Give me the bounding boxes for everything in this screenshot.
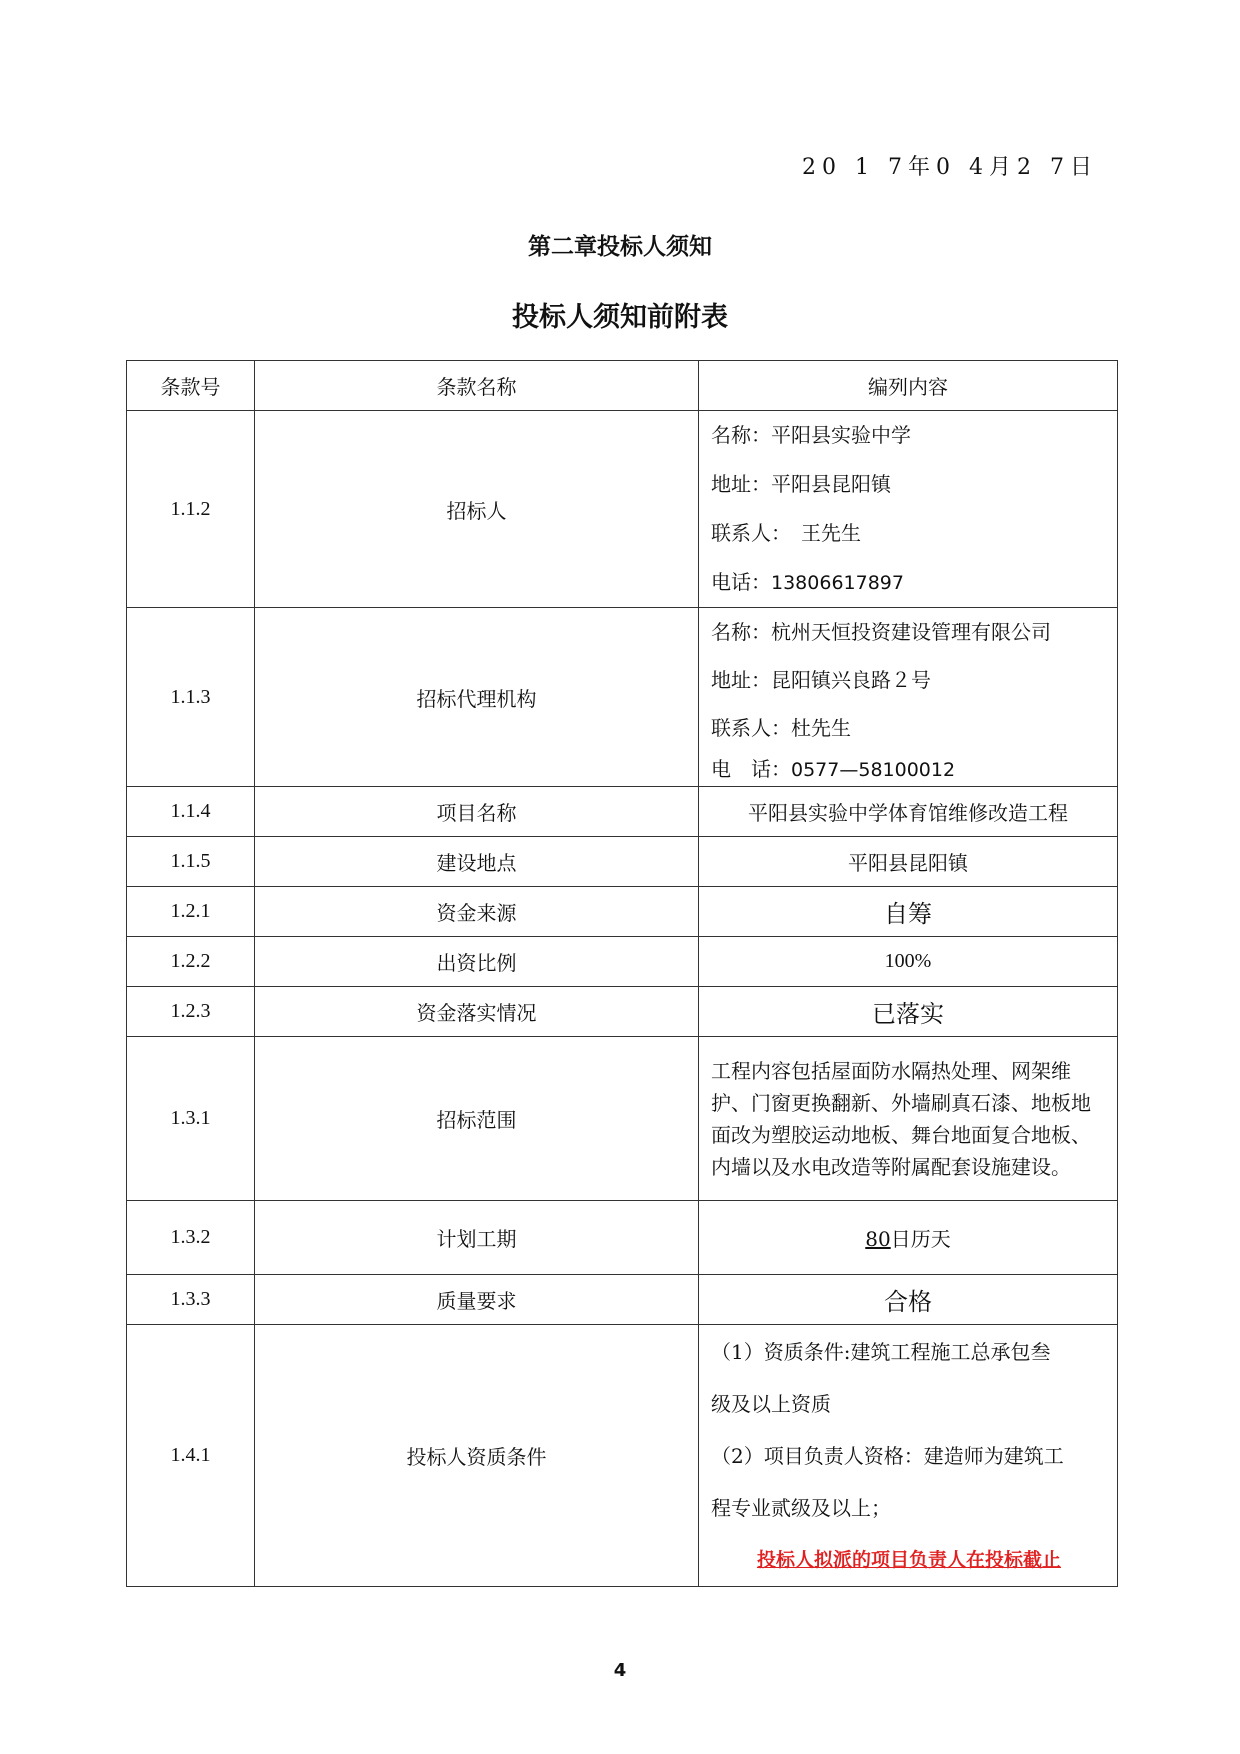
bidder-instructions-table (126, 360, 1118, 1587)
clause-name: 项目名称 (255, 787, 699, 837)
table-row (127, 1201, 1118, 1275)
table-row (127, 837, 1118, 887)
header-clause-no: 条款号 (127, 361, 255, 411)
clause-name: 资金落实情况 (255, 987, 699, 1037)
clause-content (699, 1325, 1118, 1587)
clause-name: 质量要求 (255, 1275, 699, 1325)
clause-content: 自筹 (699, 887, 1118, 937)
clause-content (699, 608, 1118, 787)
clause-no: 1.3.1 (127, 1037, 255, 1201)
clause-name: 建设地点 (255, 837, 699, 887)
qualification-line: （1）资质条件:建筑工程施工总承包叁 (711, 1339, 1051, 1364)
clause-no: 1.1.5 (127, 837, 255, 887)
duration-days: 80 (865, 1227, 891, 1251)
tenderer-contact: 联系人： 王先生 (711, 521, 861, 545)
agency-contact: 联系人：杜先生 (711, 716, 851, 740)
table-row (127, 1325, 1118, 1587)
clause-content: 工程内容包括屋面防水隔热处理、网架维护、门窗更换翻新、外墙刷真石漆、地板地面改为塑胶运动地板、舞台地面复合地板、内墙以及水电改造等附属配套设施建设。 (699, 1037, 1118, 1201)
qualification-line: 程专业贰级及以上； (711, 1495, 891, 1520)
clause-name: 出资比例 (255, 937, 699, 987)
agency-phone (711, 752, 1107, 786)
page-number: 4 (613, 1660, 627, 1681)
table-row (127, 887, 1118, 937)
document-date: 20 1 7年0 4月2 7日 (802, 155, 1098, 180)
phone-label: 电 话： (711, 757, 791, 781)
header-content: 编列内容 (699, 361, 1118, 411)
clause-content: 已落实 (699, 987, 1118, 1037)
clause-content: 平阳县实验中学体育馆维修改造工程 (699, 787, 1118, 837)
tenderer-phone (711, 558, 1107, 607)
clause-no: 1.1.3 (127, 608, 255, 787)
clause-content: 平阳县昆阳镇 (699, 837, 1118, 887)
qualification-line: （2）项目负责人资格：建造师为建筑工 (711, 1443, 1064, 1468)
clause-no: 1.1.2 (127, 411, 255, 608)
clause-content: 100% (699, 937, 1118, 987)
table-title: 投标人须知前附表 (512, 302, 728, 333)
table-row (127, 937, 1118, 987)
table-row (127, 608, 1118, 787)
agency-name: 名称：杭州天恒投资建设管理有限公司 (711, 620, 1051, 644)
clause-no: 1.3.3 (127, 1275, 255, 1325)
clause-no: 1.2.1 (127, 887, 255, 937)
clause-no: 1.2.2 (127, 937, 255, 987)
clause-no: 1.2.3 (127, 987, 255, 1037)
duration-suffix: 日历天 (890, 1227, 951, 1251)
phone-label: 电话： (711, 570, 771, 594)
tenderer-name: 名称：平阳县实验中学 (711, 423, 911, 447)
clause-name: 招标代理机构 (255, 608, 699, 787)
table-row (127, 787, 1118, 837)
qualification-line: 级及以上资质 (711, 1391, 831, 1416)
clause-name: 投标人资质条件 (255, 1325, 699, 1587)
clause-content (699, 1201, 1118, 1275)
clause-no: 1.1.4 (127, 787, 255, 837)
table-row (127, 1037, 1118, 1201)
header-clause-name: 条款名称 (255, 361, 699, 411)
clause-no: 1.3.2 (127, 1201, 255, 1275)
clause-name: 招标范围 (255, 1037, 699, 1201)
clause-content (699, 411, 1118, 608)
clause-no: 1.4.1 (127, 1325, 255, 1587)
tenderer-address: 地址：平阳县昆阳镇 (711, 472, 891, 496)
agency-address: 地址：昆阳镇兴良路２号 (711, 668, 931, 692)
clause-content: 合格 (699, 1275, 1118, 1325)
table-row (127, 987, 1118, 1037)
phone-number: 0577—58100012 (791, 759, 956, 781)
clause-name: 计划工期 (255, 1201, 699, 1275)
highlight-requirement: 投标人拟派的项目负责人在投标截止 (756, 1548, 1061, 1571)
chapter-title: 第二章投标人须知 (528, 234, 712, 260)
table-row (127, 1275, 1118, 1325)
clause-name: 资金来源 (255, 887, 699, 937)
table-row (127, 411, 1118, 608)
clause-name: 招标人 (255, 411, 699, 608)
phone-number: 13806617897 (771, 572, 904, 594)
table-header-row (127, 361, 1118, 411)
